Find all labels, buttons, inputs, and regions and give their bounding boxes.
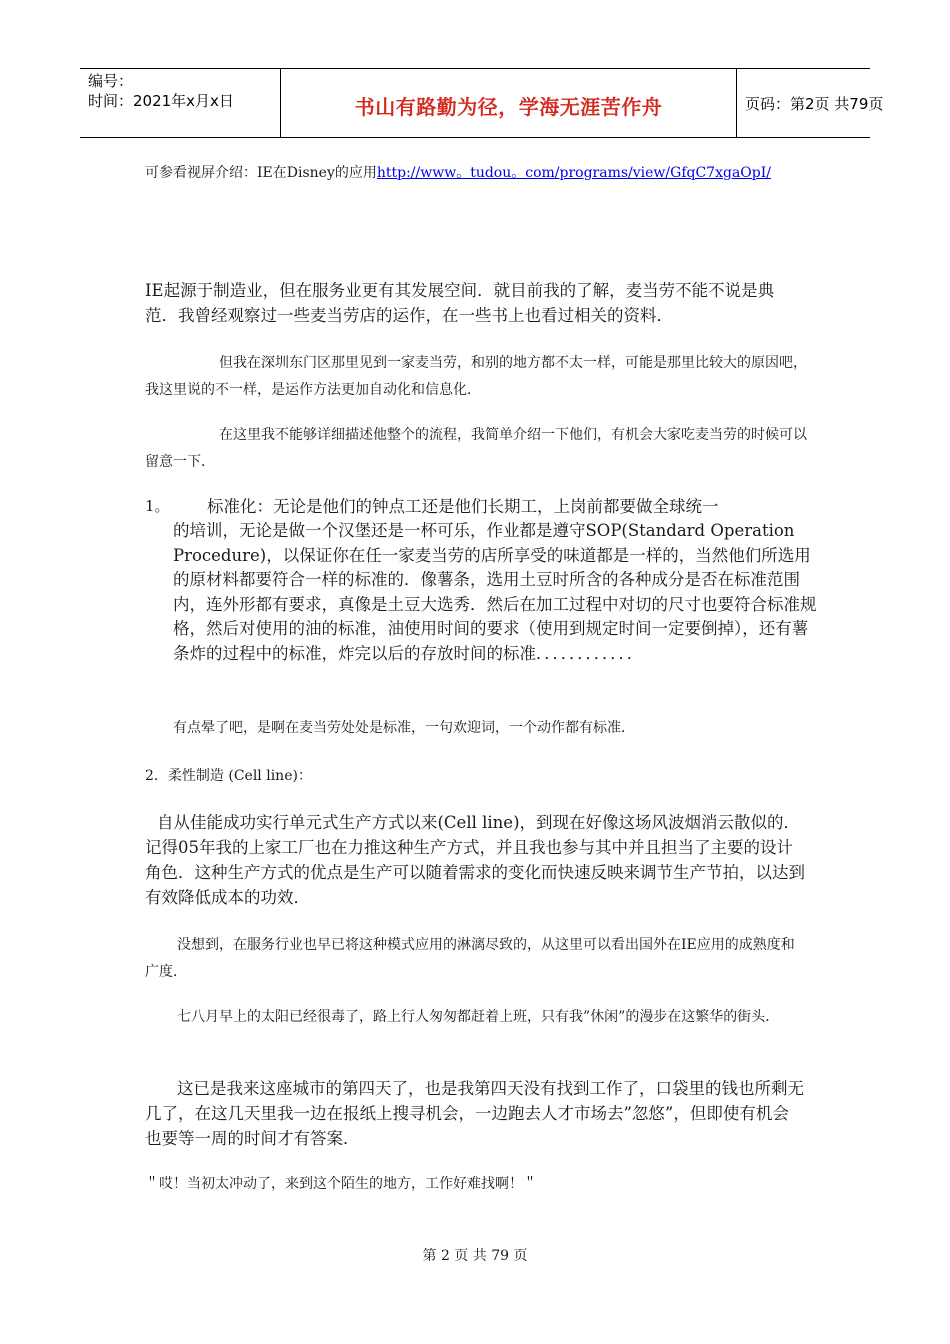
paragraph-5: 自从佳能成功实行单元式生产方式以来(Cell line)，到现在好像这场风波烟消云散似的．记得05年我的上家工厂也在力推这种生产方式，并且我也参与其中并且担当了主要的设计角色．这种生产方式的优点是生产可以随着需求的变化而快速反映来调节生产节拍，以达到有效降低成本的功效． (145, 813, 805, 907)
list-item-body: 的培训，无论是做一个汉堡还是一杯可乐，作业都是遵守SOP(Standard Operation Procedure)，以保证你在任一家麦当劳的店所享受的味道都是一样的，当然他们所选用的原材料都要符合一样的标准的．像薯条，选用土豆时所含的各种成分是否在标准范围内，连外形都有要求，真像是土豆大选秀．然后在加工过程中对切的尺寸也要符合标准规格，然后对使用的油的标准，油使用时间的要求（使用到规定时间一定要倒掉），还有薯条炸的过程中的标准，炸完以后的存放时间的标准．．．．．．．．．．．． (173, 521, 817, 663)
paragraph-8: 这已是我来这座城市的第四天了，也是我第四天没有找到工作了，口袋里的钱也所剩无几了，在这几天里我一边在报纸上搜寻机会，一边跑去人才市场去”忽悠”，但即使有机会也要等一周的时间才有答案． (145, 1079, 804, 1148)
header-motto-cell (280, 69, 737, 137)
intro-text: 可参看视屏介绍：IE在Disney的应用 (145, 165, 377, 181)
paragraph-3: 在这里我不能够详细描述他整个的流程，我简单介绍一下他们，有机会大家吃麦当劳的时候可以留意一下． (145, 427, 807, 470)
paragraph-1: IE起源于制造业，但在服务业更有其发展空间．就目前我的了解，麦当劳不能不说是典范．我曾经观察过一些麦当劳店的运作，在一些书上也看过相关的资料． (145, 281, 775, 325)
header-meta (80, 69, 280, 139)
page-header (80, 68, 884, 138)
document-number-label: 编号： (88, 72, 134, 90)
list-item-standardization (145, 494, 825, 700)
intro-line (145, 160, 785, 187)
paragraph-4: 有点晕了吧，是啊在麦当劳处处是标准，一句欢迎词，一个动作都有标准． (173, 720, 635, 736)
paragraph-2: 但我在深圳东门区那里见到一家麦当劳，和别的地方都不太一样，可能是那里比较大的原因吧，我这里说的不一样，是运作方法更加自动化和信息化． (145, 355, 807, 398)
document-time-label: 时间：2021年x月x日 (88, 92, 234, 110)
header-page-cell (735, 69, 884, 137)
list-item-heading: 标准化：无论是他们的钟点工还是他们长期工，上岗前都要做全球统一 (207, 497, 719, 516)
paragraph-9: ＂哎！当初太冲动了，来到这个陌生的地方，工作好难找啊！＂ (145, 1176, 537, 1192)
list-item-flexible-manufacturing: 2．柔性制造 (Cell line)： (145, 768, 312, 784)
header-motto: 书山有路勤为径，学海无涯苦作舟 (354, 95, 663, 119)
paragraph-7: 七八月早上的太阳已经很毒了，路上行人匆匆都赶着上班，只有我”休闲”的漫步在这繁华的街头． (177, 1009, 780, 1025)
video-link[interactable]: http://www。tudou。com/programs/view/GfqC7xgaOpI/ (376, 165, 771, 181)
paragraph-6: 没想到，在服务行业也早已将这种模式应用的淋漓尽致的，从这里可以看出国外在IE应用的成熟度和广度． (145, 937, 795, 980)
header-page-number: 页码：第2页 共79页 (745, 95, 884, 113)
page-footer: 第 2 页 共 79 页 (422, 1248, 528, 1264)
list-item-number: 1。 (145, 497, 170, 515)
